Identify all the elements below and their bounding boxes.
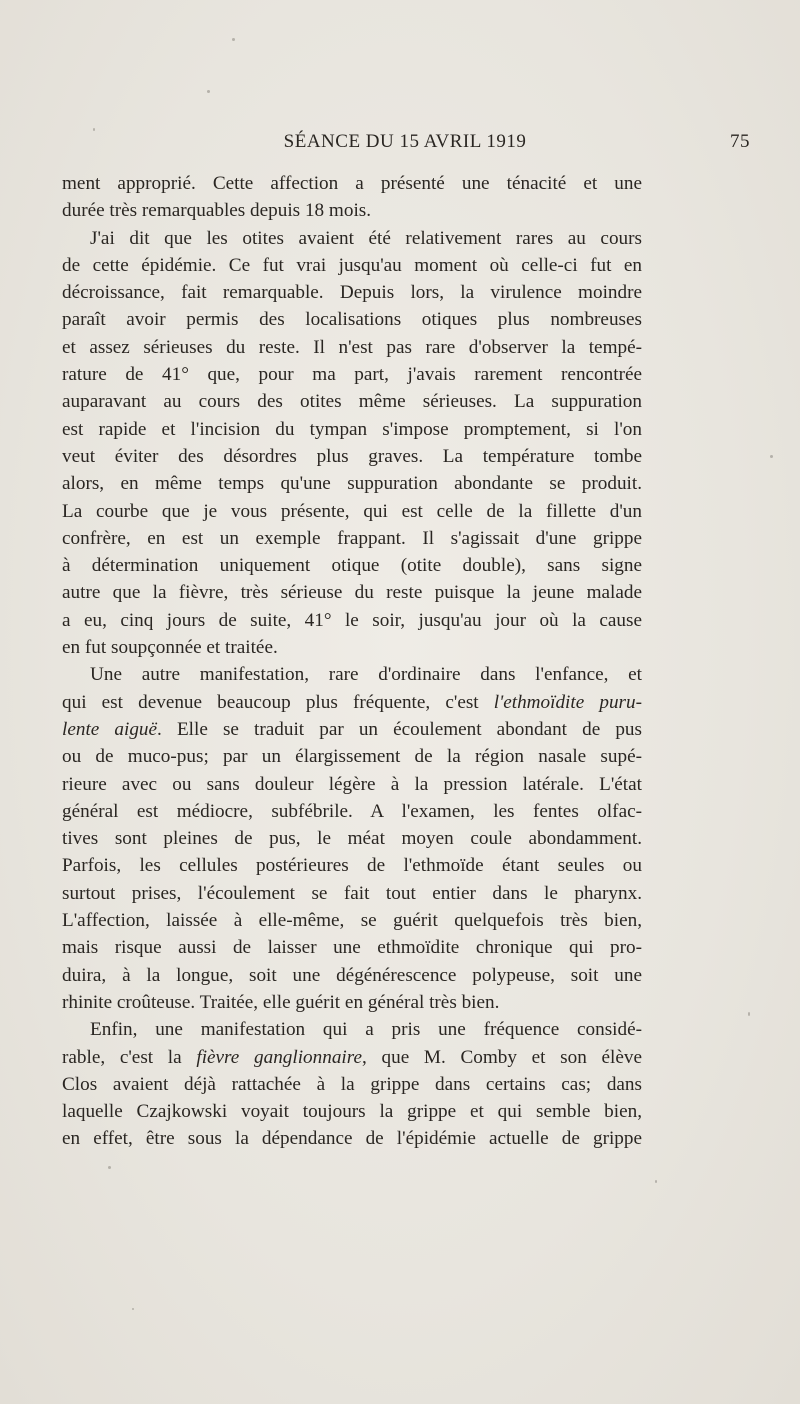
text-fragment: . Elle se traduit par un écoulement abondant de pus [157,718,642,740]
text-line: autre que la fièvre, très sérieuse du reste puisque la jeune malade [62,582,642,604]
text-line: Clos avaient déjà rattachée à la grippe dans certains cas; dans [62,1073,642,1095]
text-line: veut éviter des désordres plus graves. La température tombe [62,445,642,467]
text-line: rieure avec ou sans douleur légère à la pression latérale. L'état [62,773,642,795]
scan-speck [232,38,235,41]
italic-term: fièvre ganglionnaire [196,1046,363,1068]
scan-speck [132,1308,134,1310]
text-line: général est médiocre, subfébrile. A l'examen, les fentes olfac- [62,800,642,822]
text-line: durée très remarquables depuis 18 mois. [62,200,372,222]
header-title: SÉANCE DU 15 AVRIL 1919 [283,131,527,152]
italic-term: lente aiguë [62,718,158,740]
text-line [62,1044,642,1071]
text-line: auparavant au cours des otites même sérieuses. La suppuration [62,391,642,413]
text-line: Parfois, les cellules postérieures de l'ethmoïde étant seules ou [62,855,642,877]
running-header [60,131,750,157]
text-line: La courbe que je vous présente, qui est celle de la fillette d'un [62,500,642,522]
text-line: rhinite croûteuse. Traitée, elle guérit en général très bien. [62,991,500,1013]
text-line [62,689,642,716]
text-line: en effet, être sous la dépendance de l'épidémie actuelle de grippe [62,1128,642,1150]
scan-speck [655,1180,657,1183]
text-line: laquelle Czajkowski voyait toujours la grippe et qui semble bien, [62,1101,642,1123]
text-line: à détermination uniquement otique (otite double), sans signe [62,555,642,577]
scan-speck [770,455,773,458]
text-line: L'affection, laissée à elle-même, se guérit quelquefois très bien, [62,910,642,932]
text-line: en fut soupçonnée et traitée. [62,637,278,659]
text-line: ment approprié. Cette affection a présenté une ténacité et une [62,173,642,194]
paragraph [62,170,642,225]
text-line: rature de 41° que, pour ma part, j'avais rarement rencontrée [62,364,642,386]
paragraph [62,1016,642,1152]
text-fragment: qui est devenue beaucoup plus fréquente, c'est [62,691,494,713]
text-line: décroissance, fait remarquable. Depuis lors, la virulence moindre [62,282,642,304]
text-line: Une autre manifestation, rare d'ordinaire dans l'enfance, et [90,664,642,686]
text-line: J'ai dit que les otites avaient été relativement rares au cours [90,227,642,249]
scan-speck [93,128,95,131]
italic-term: l'ethmoïdite puru- [493,691,642,713]
text-line: de cette épidémie. Ce fut vrai jusqu'au moment où celle-ci fut en [62,254,642,276]
text-line: et assez sérieuses du reste. Il n'est pas rare d'observer la tempé- [62,336,642,358]
text-line [62,716,642,743]
paragraph [62,225,642,662]
text-fragment: , que M. Comby et son élève [362,1046,643,1068]
text-line: ou de muco-pus; par un élargissement de la région nasale supé- [62,746,642,768]
text-line: tives sont pleines de pus, le méat moyen coule abondamment. [62,828,642,850]
text-line: confrère, en est un exemple frappant. Il s'agissait d'une grippe [62,527,642,549]
text-line: paraît avoir permis des localisations otiques plus nombreuses [62,309,642,331]
text-line: alors, en même temps qu'une suppuration abondante se produit. [62,473,642,495]
text-line: est rapide et l'incision du tympan s'impose promptement, si l'on [62,418,642,440]
page-number: 75 [730,131,750,152]
text-line: surtout prises, l'écoulement se fait tout entier dans le pharynx. [62,882,642,904]
text-fragment: rable, c'est la [62,1046,197,1068]
text-line: Enfin, une manifestation qui a pris une fréquence considé- [90,1019,642,1041]
scan-speck [207,90,210,93]
text-line: a eu, cinq jours de suite, 41° le soir, jusqu'au jour où la cause [62,609,642,631]
text-line: mais risque aussi de laisser une ethmoïdite chronique qui pro- [62,937,642,959]
scan-speck [108,1166,111,1169]
body-text [62,170,642,1153]
paragraph [62,661,642,1016]
scan-speck [748,1012,750,1016]
text-line: duira, à la longue, soit une dégénérescence polypeuse, soit une [62,964,642,986]
